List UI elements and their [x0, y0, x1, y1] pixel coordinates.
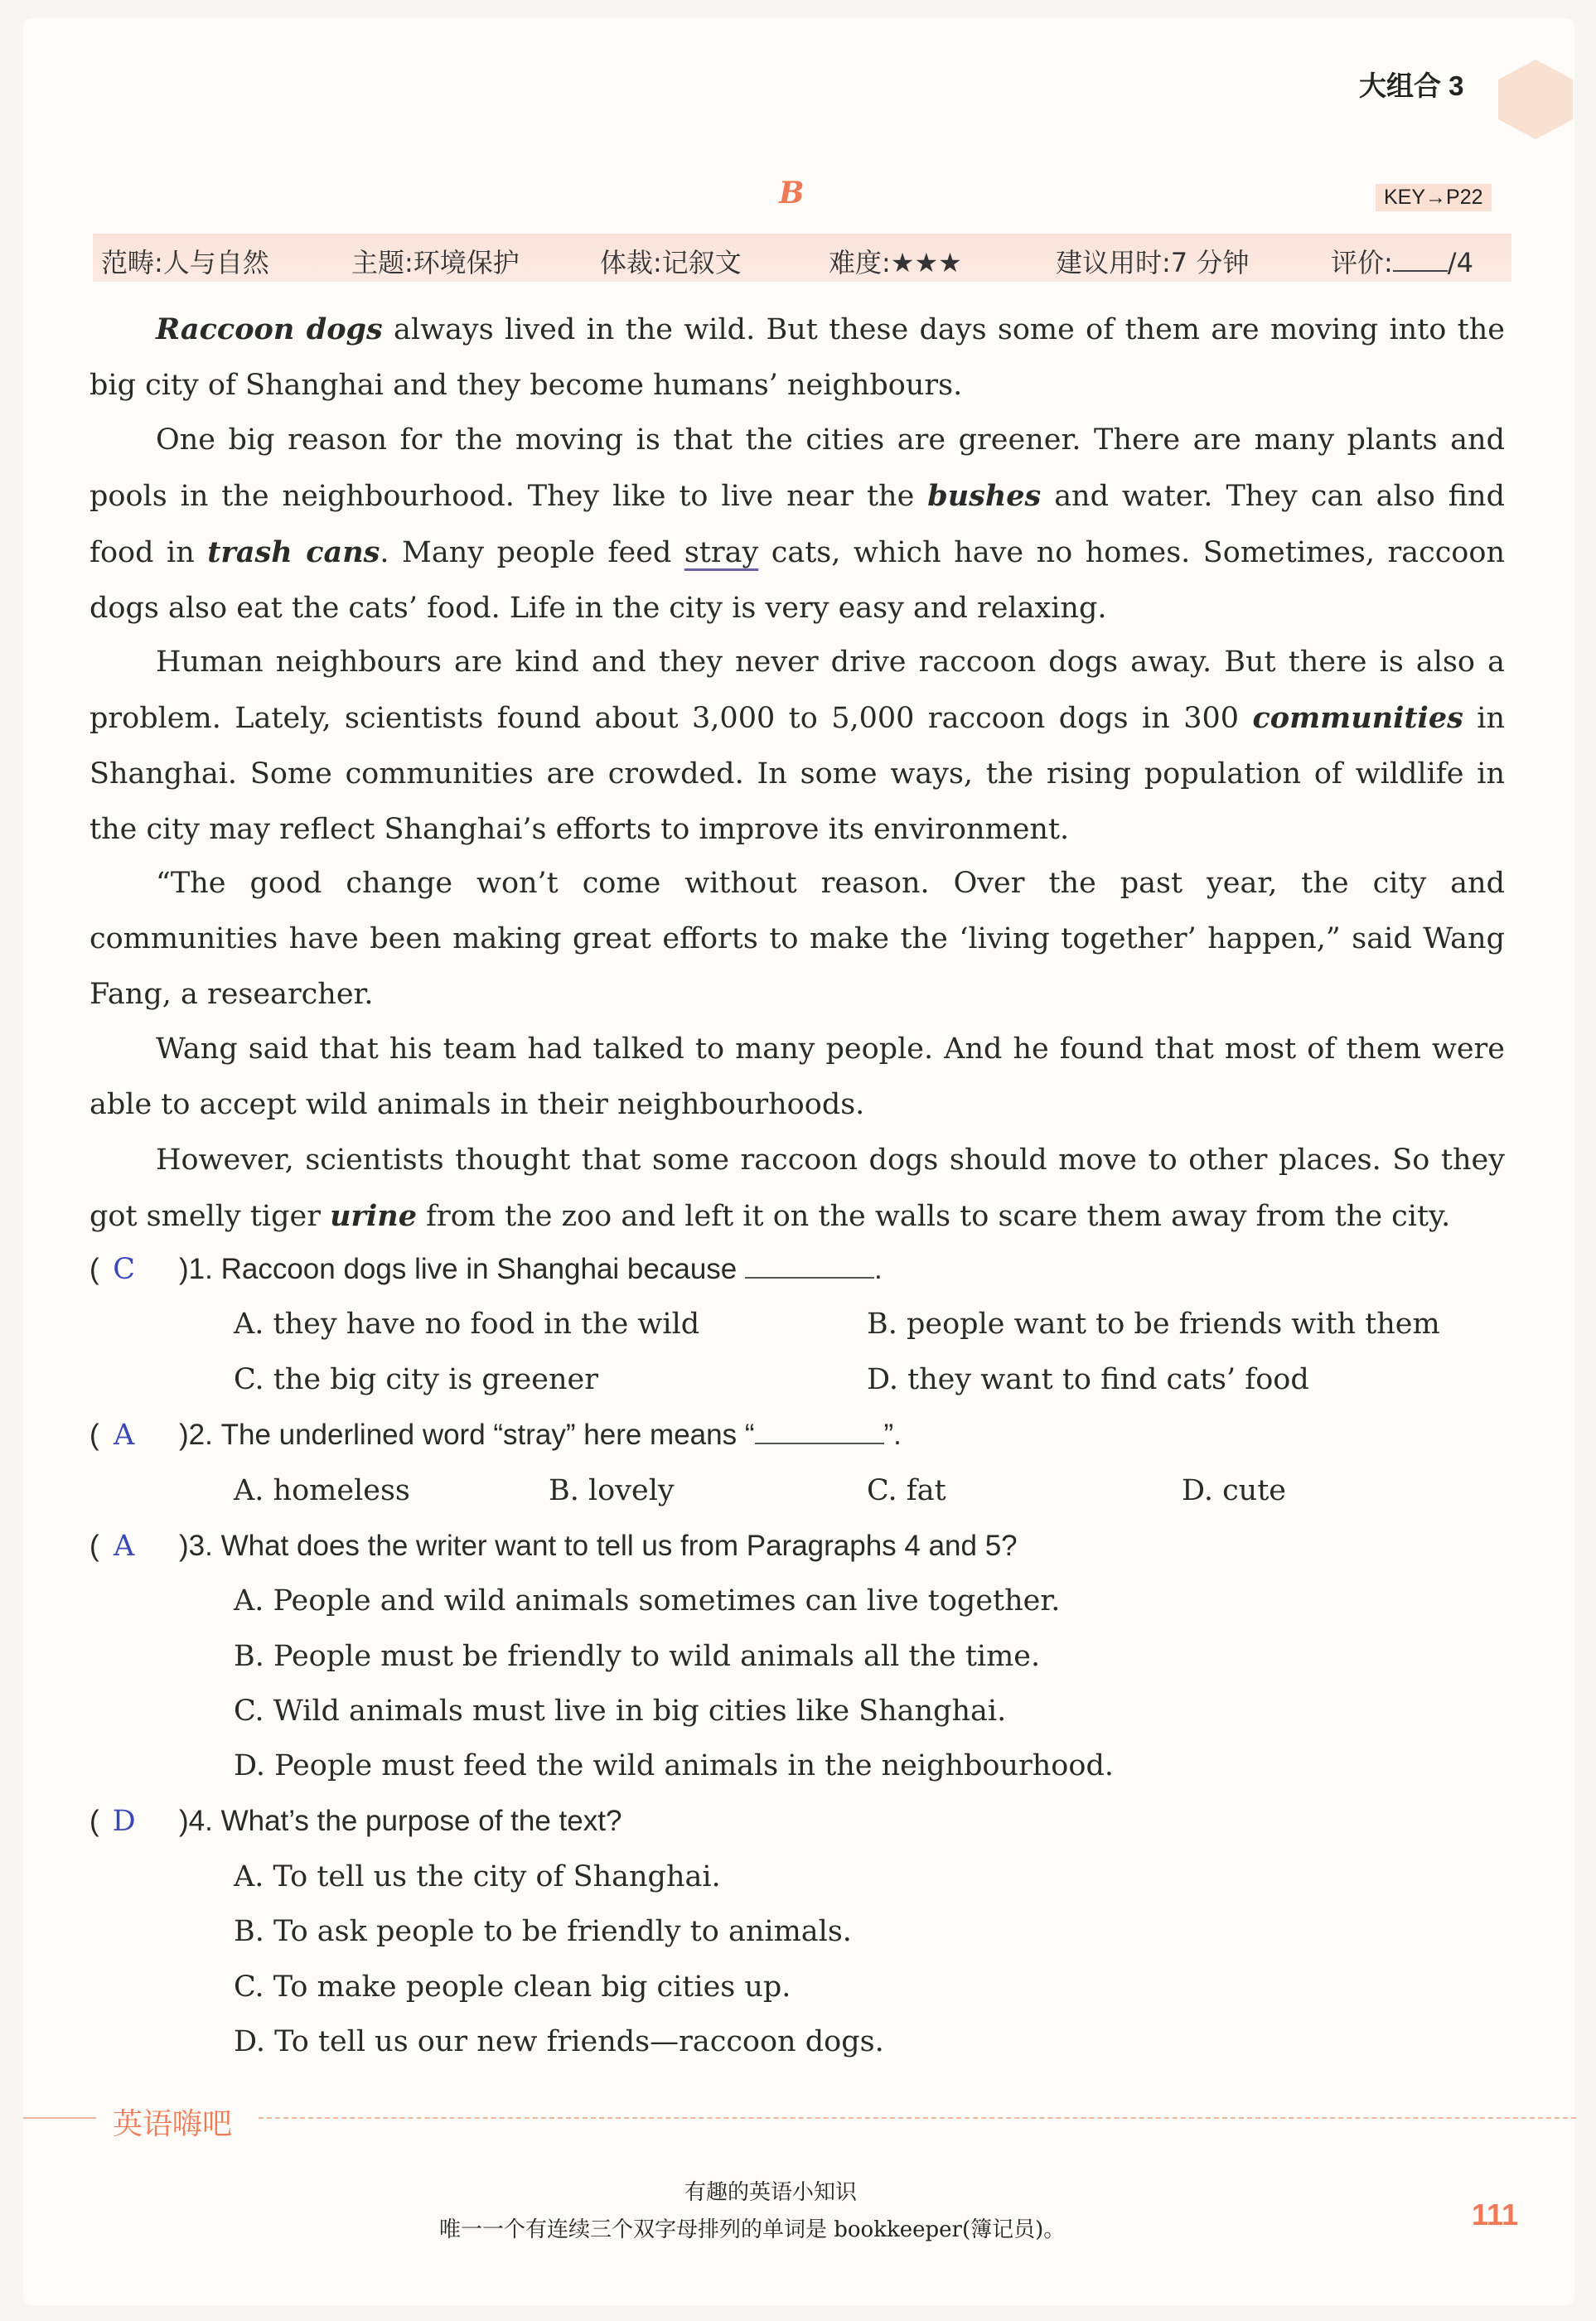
question-number: )1.	[179, 1253, 213, 1285]
question-4	[89, 1805, 621, 1838]
answer-value[interactable]: A	[114, 1530, 135, 1563]
unit-title: 大组合 3	[1359, 70, 1464, 101]
option-b[interactable]: B. people want to be friends with them	[867, 1308, 1440, 1341]
page-number: 111	[1472, 2198, 1519, 2232]
fun-fact-text: 唯一一个有连续三个双字母排列的单词是 bookkeeper(簿记员)。	[439, 2217, 1066, 2242]
option-c[interactable]: C. Wild animals must live in big cities like Shanghai.	[234, 1695, 1007, 1728]
option-c[interactable]: C. fat	[867, 1474, 946, 1507]
option-a[interactable]: A. People and wild animals sometimes can live together.	[234, 1584, 1061, 1617]
option-d[interactable]: D. People must feed the wild animals in the neighbourhood.	[234, 1749, 1114, 1782]
question-3	[89, 1530, 1018, 1563]
genre-label: 体裁:记叙文	[600, 247, 742, 278]
option-b[interactable]: B. lovely	[549, 1474, 675, 1507]
footer-section-label: 英语嗨吧	[113, 2107, 233, 2141]
score-label: 评价:	[1331, 247, 1393, 278]
section-letter: B	[779, 176, 805, 210]
footer-divider	[259, 2117, 1576, 2119]
option-c[interactable]: C. the big city is greener	[234, 1363, 598, 1396]
footer-divider	[23, 2117, 96, 2119]
question-stem: The underlined word “stray” here means “	[220, 1419, 755, 1451]
question-number: )3.	[179, 1530, 213, 1562]
answer-blank[interactable]	[745, 1254, 874, 1279]
answer-value[interactable]: A	[114, 1419, 135, 1452]
answer-bracket: ( D	[89, 1805, 179, 1838]
question-1: ( C )1. Raccoon dogs live in Shanghai because .	[89, 1253, 883, 1286]
passage-paragraph-5: Wang said that his team had talked to many people. And he found that most of them were able to accept wild animals in their neighbourhoods.	[89, 1032, 1505, 1121]
underlined-word: stray	[684, 536, 759, 569]
key-term: Raccoon dogs	[156, 312, 383, 346]
option-d[interactable]: D. cute	[1182, 1474, 1286, 1507]
key-term: communities	[1252, 701, 1463, 735]
option-a[interactable]: A. To tell us the city of Shanghai.	[234, 1860, 721, 1893]
fun-fact-title: 有趣的英语小知识	[684, 2180, 858, 2205]
key-term: trash cans	[207, 535, 380, 569]
question-stem: Raccoon dogs live in Shanghai because	[220, 1253, 738, 1285]
key-term: urine	[330, 1199, 417, 1233]
passage-paragraph-2: One big reason for the moving is that the cities are greener. There are many plants and pools in the neighbourhood. They like to live near the bushes and water. They can also find food in trash cans. Many people feed stray cats, which have no homes. Sometimes, raccoon dogs also eat the cats’ food. Life in the city is very easy and relaxing.	[89, 423, 1505, 625]
question-stem: What does the writer want to tell us from Paragraphs 4 and 5?	[220, 1530, 1018, 1562]
passage-paragraph-4: “The good change won’t come without reason. Over the past year, the city and communities have been making great efforts to make the ‘living together’ happen,” said Wang Fang, a researcher.	[89, 867, 1505, 1011]
answer-key-reference: KEY→P22	[1376, 184, 1492, 211]
topic-label: 主题:环境保护	[351, 247, 520, 278]
option-b[interactable]: B. To ask people to be friendly to animals.	[234, 1915, 852, 1948]
answer-value[interactable]: D	[112, 1805, 136, 1838]
key-term: bushes	[927, 479, 1042, 513]
answer-blank[interactable]	[755, 1419, 884, 1444]
question-stem: What’s the purpose of the text?	[220, 1805, 622, 1837]
passage-paragraph-3: Human neighbours are kind and they never drive raccoon dogs away. But there is also a problem. Lately, scientists found about 3,000 to 5,000 raccoon dogs in 300 communities in Shanghai. Some communities are crowded. In some ways, the rising population of wildlife in the city may reflect Shanghai’s efforts to improve its environment.	[89, 646, 1505, 846]
question-2: ( A )2. The underlined word “stray” here means “ ”.	[89, 1419, 902, 1452]
option-b[interactable]: B. People must be friendly to wild animals all the time.	[234, 1640, 1041, 1673]
score-total: /4	[1447, 247, 1473, 278]
option-d[interactable]: D. they want to find cats’ food	[867, 1363, 1309, 1396]
time-label: 建议用时:7 分钟	[1056, 247, 1250, 278]
option-c[interactable]: C. To make people clean big cities up.	[234, 1970, 791, 2004]
question-number: )2.	[179, 1419, 213, 1451]
passage-paragraph-1: Raccoon dogs always lived in the wild. But these days some of them are moving into the big city of Shanghai and they become humans’ neighbours.	[89, 312, 1505, 402]
option-a[interactable]: A. homeless	[234, 1474, 410, 1507]
passage-paragraph-6: However, scientists thought that some raccoon dogs should move to other places. So they got smelly tiger urine from the zoo and left it on the walls to scare them away from the city.	[89, 1144, 1505, 1233]
answer-bracket: ( C	[89, 1253, 179, 1286]
difficulty-label: 难度:★★★	[829, 247, 962, 278]
answer-value[interactable]: C	[113, 1253, 136, 1286]
info-bar	[93, 234, 1511, 282]
category-label: 范畴:人与自然	[101, 247, 269, 278]
answer-bracket: ( A	[89, 1419, 179, 1452]
option-d[interactable]: D. To tell us our new friends—raccoon dogs.	[234, 2025, 884, 2058]
answer-bracket: ( A	[89, 1530, 179, 1563]
option-a[interactable]: A. they have no food in the wild	[234, 1308, 700, 1341]
question-number: )4.	[179, 1805, 213, 1837]
score-blank[interactable]	[1393, 247, 1448, 272]
score-field	[1331, 242, 1473, 280]
